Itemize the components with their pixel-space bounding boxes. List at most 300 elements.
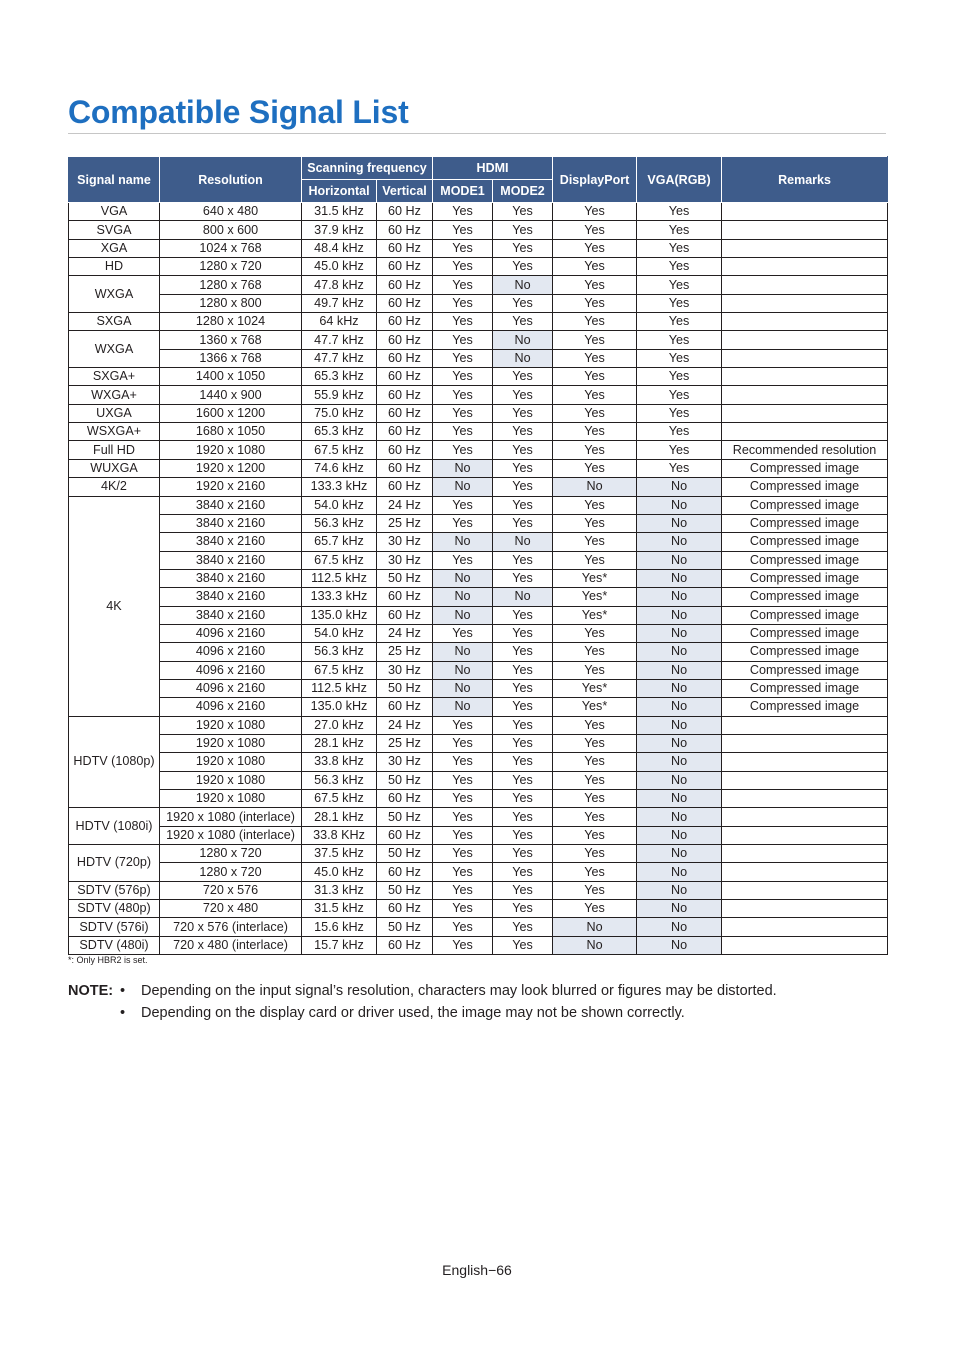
hdmi-mode1-cell: Yes bbox=[433, 294, 493, 312]
horizontal-cell: 64 kHz bbox=[302, 313, 377, 331]
resolution-cell: 1280 x 800 bbox=[160, 294, 302, 312]
remarks-cell bbox=[722, 221, 888, 239]
displayport-cell: Yes bbox=[553, 441, 637, 459]
header-horizontal: Horizontal bbox=[302, 180, 377, 203]
displayport-cell: Yes bbox=[553, 331, 637, 349]
vga-cell: No bbox=[637, 808, 722, 826]
horizontal-cell: 47.8 kHz bbox=[302, 276, 377, 294]
signal-name-cell: WXGA+ bbox=[69, 386, 160, 404]
header-displayport: DisplayPort bbox=[553, 157, 637, 203]
hdmi-mode1-cell: Yes bbox=[433, 349, 493, 367]
signal-name-cell: HDTV (1080p) bbox=[69, 716, 160, 808]
resolution-cell: 4096 x 2160 bbox=[160, 624, 302, 642]
vertical-cell: 60 Hz bbox=[377, 276, 433, 294]
signal-table bbox=[68, 156, 888, 955]
displayport-cell: Yes bbox=[553, 258, 637, 276]
signal-name-cell: HDTV (720p) bbox=[69, 845, 160, 882]
signal-name-cell: SDTV (480i) bbox=[69, 936, 160, 954]
table-row bbox=[69, 790, 888, 808]
horizontal-cell: 48.4 kHz bbox=[302, 239, 377, 257]
resolution-cell: 3840 x 2160 bbox=[160, 533, 302, 551]
displayport-cell: Yes bbox=[553, 551, 637, 569]
vertical-cell: 50 Hz bbox=[377, 771, 433, 789]
hdmi-mode2-cell: Yes bbox=[493, 808, 553, 826]
remarks-cell bbox=[722, 826, 888, 844]
hdmi-mode1-cell: No bbox=[433, 643, 493, 661]
resolution-cell: 1920 x 1080 (interlace) bbox=[160, 808, 302, 826]
remarks-cell bbox=[722, 734, 888, 752]
signal-name-cell: VGA bbox=[69, 203, 160, 221]
vga-cell: Yes bbox=[637, 349, 722, 367]
vga-cell: No bbox=[637, 643, 722, 661]
vga-cell: No bbox=[637, 624, 722, 642]
displayport-cell: Yes bbox=[553, 459, 637, 477]
remarks-cell: Compressed image bbox=[722, 624, 888, 642]
hdmi-mode1-cell: Yes bbox=[433, 331, 493, 349]
displayport-cell: Yes bbox=[553, 826, 637, 844]
table-row bbox=[69, 386, 888, 404]
horizontal-cell: 56.3 kHz bbox=[302, 643, 377, 661]
note-row-2 bbox=[68, 1005, 888, 1027]
vga-cell: Yes bbox=[637, 441, 722, 459]
vga-cell: No bbox=[637, 588, 722, 606]
hdmi-mode1-cell: Yes bbox=[433, 918, 493, 936]
hdmi-mode1-cell: Yes bbox=[433, 386, 493, 404]
hdmi-mode2-cell: No bbox=[493, 331, 553, 349]
vga-cell: No bbox=[637, 845, 722, 863]
remarks-cell: Compressed image bbox=[722, 459, 888, 477]
resolution-cell: 3840 x 2160 bbox=[160, 514, 302, 532]
horizontal-cell: 33.8 kHz bbox=[302, 753, 377, 771]
resolution-cell: 1280 x 720 bbox=[160, 258, 302, 276]
signal-name-cell: 4K bbox=[69, 496, 160, 716]
signal-table-body bbox=[69, 203, 888, 955]
remarks-cell: Compressed image bbox=[722, 606, 888, 624]
hdmi-mode2-cell: No bbox=[493, 588, 553, 606]
resolution-cell: 3840 x 2160 bbox=[160, 606, 302, 624]
signal-name-cell: XGA bbox=[69, 239, 160, 257]
horizontal-cell: 45.0 kHz bbox=[302, 863, 377, 881]
remarks-cell: Compressed image bbox=[722, 661, 888, 679]
hdmi-mode2-cell: Yes bbox=[493, 606, 553, 624]
resolution-cell: 1600 x 1200 bbox=[160, 404, 302, 422]
hdmi-mode2-cell: Yes bbox=[493, 203, 553, 221]
hdmi-mode2-cell: Yes bbox=[493, 771, 553, 789]
footnote: *: Only HBR2 is set. bbox=[68, 955, 148, 965]
vertical-cell: 60 Hz bbox=[377, 386, 433, 404]
hdmi-mode2-cell: Yes bbox=[493, 900, 553, 918]
header-vertical: Vertical bbox=[377, 180, 433, 203]
hdmi-mode1-cell: Yes bbox=[433, 808, 493, 826]
vertical-cell: 60 Hz bbox=[377, 203, 433, 221]
horizontal-cell: 135.0 kHz bbox=[302, 606, 377, 624]
displayport-cell: Yes* bbox=[553, 698, 637, 716]
vertical-cell: 24 Hz bbox=[377, 716, 433, 734]
hdmi-mode2-cell: Yes bbox=[493, 661, 553, 679]
vga-cell: No bbox=[637, 679, 722, 697]
note-text: Depending on the input signal’s resolution, characters may look blurred or figures may be distorted. bbox=[141, 983, 777, 999]
vertical-cell: 60 Hz bbox=[377, 790, 433, 808]
resolution-cell: 1920 x 1080 bbox=[160, 734, 302, 752]
remarks-cell bbox=[722, 258, 888, 276]
horizontal-cell: 47.7 kHz bbox=[302, 331, 377, 349]
vertical-cell: 60 Hz bbox=[377, 606, 433, 624]
resolution-cell: 4096 x 2160 bbox=[160, 679, 302, 697]
horizontal-cell: 37.9 kHz bbox=[302, 221, 377, 239]
signal-name-cell: UXGA bbox=[69, 404, 160, 422]
vertical-cell: 50 Hz bbox=[377, 569, 433, 587]
horizontal-cell: 65.7 kHz bbox=[302, 533, 377, 551]
table-row bbox=[69, 569, 888, 587]
horizontal-cell: 49.7 kHz bbox=[302, 294, 377, 312]
hdmi-mode1-cell: No bbox=[433, 679, 493, 697]
horizontal-cell: 15.7 kHz bbox=[302, 936, 377, 954]
vga-cell: Yes bbox=[637, 294, 722, 312]
remarks-cell bbox=[722, 790, 888, 808]
signal-name-cell: HDTV (1080i) bbox=[69, 808, 160, 845]
vertical-cell: 60 Hz bbox=[377, 221, 433, 239]
vga-cell: No bbox=[637, 606, 722, 624]
horizontal-cell: 31.5 kHz bbox=[302, 203, 377, 221]
displayport-cell: Yes* bbox=[553, 679, 637, 697]
remarks-cell bbox=[722, 368, 888, 386]
horizontal-cell: 33.8 KHz bbox=[302, 826, 377, 844]
vertical-cell: 30 Hz bbox=[377, 753, 433, 771]
horizontal-cell: 65.3 kHz bbox=[302, 423, 377, 441]
resolution-cell: 3840 x 2160 bbox=[160, 551, 302, 569]
horizontal-cell: 47.7 kHz bbox=[302, 349, 377, 367]
vertical-cell: 60 Hz bbox=[377, 349, 433, 367]
hdmi-mode1-cell: No bbox=[433, 661, 493, 679]
horizontal-cell: 55.9 kHz bbox=[302, 386, 377, 404]
horizontal-cell: 67.5 kHz bbox=[302, 790, 377, 808]
hdmi-mode1-cell: Yes bbox=[433, 753, 493, 771]
vga-cell: No bbox=[637, 734, 722, 752]
vga-cell: Yes bbox=[637, 404, 722, 422]
displayport-cell: Yes bbox=[553, 203, 637, 221]
signal-name-cell: SVGA bbox=[69, 221, 160, 239]
vga-cell: No bbox=[637, 551, 722, 569]
vertical-cell: 60 Hz bbox=[377, 588, 433, 606]
table-row bbox=[69, 496, 888, 514]
table-row bbox=[69, 551, 888, 569]
displayport-cell: Yes bbox=[553, 808, 637, 826]
table-row bbox=[69, 643, 888, 661]
vertical-cell: 30 Hz bbox=[377, 661, 433, 679]
hdmi-mode2-cell: No bbox=[493, 533, 553, 551]
hdmi-mode1-cell: Yes bbox=[433, 276, 493, 294]
table-row bbox=[69, 679, 888, 697]
hdmi-mode1-cell: No bbox=[433, 569, 493, 587]
page-number: English−66 bbox=[442, 1262, 512, 1278]
signal-name-cell: SDTV (576i) bbox=[69, 918, 160, 936]
vga-cell: No bbox=[637, 661, 722, 679]
displayport-cell: Yes bbox=[553, 368, 637, 386]
table-row bbox=[69, 221, 888, 239]
table-row bbox=[69, 258, 888, 276]
remarks-cell bbox=[722, 845, 888, 863]
table-row bbox=[69, 918, 888, 936]
vga-cell: Yes bbox=[637, 459, 722, 477]
horizontal-cell: 54.0 kHz bbox=[302, 624, 377, 642]
hdmi-mode2-cell: Yes bbox=[493, 423, 553, 441]
signal-name-cell: WSXGA+ bbox=[69, 423, 160, 441]
displayport-cell: Yes bbox=[553, 533, 637, 551]
remarks-cell bbox=[722, 863, 888, 881]
table-row bbox=[69, 753, 888, 771]
table-row bbox=[69, 845, 888, 863]
hdmi-mode2-cell: Yes bbox=[493, 404, 553, 422]
hdmi-mode2-cell: Yes bbox=[493, 239, 553, 257]
remarks-cell bbox=[722, 404, 888, 422]
hdmi-mode2-cell: Yes bbox=[493, 826, 553, 844]
vertical-cell: 60 Hz bbox=[377, 404, 433, 422]
table-row bbox=[69, 606, 888, 624]
hdmi-mode1-cell: Yes bbox=[433, 863, 493, 881]
horizontal-cell: 45.0 kHz bbox=[302, 258, 377, 276]
hdmi-mode2-cell: Yes bbox=[493, 716, 553, 734]
vertical-cell: 60 Hz bbox=[377, 459, 433, 477]
displayport-cell: Yes bbox=[553, 349, 637, 367]
hdmi-mode2-cell: Yes bbox=[493, 679, 553, 697]
resolution-cell: 720 x 576 bbox=[160, 881, 302, 899]
horizontal-cell: 67.5 kHz bbox=[302, 441, 377, 459]
hdmi-mode1-cell: No bbox=[433, 459, 493, 477]
displayport-cell: Yes bbox=[553, 845, 637, 863]
vga-cell: No bbox=[637, 478, 722, 496]
signal-name-cell: SDTV (576p) bbox=[69, 881, 160, 899]
table-row bbox=[69, 716, 888, 734]
displayport-cell: Yes bbox=[553, 276, 637, 294]
vertical-cell: 24 Hz bbox=[377, 496, 433, 514]
resolution-cell: 1680 x 1050 bbox=[160, 423, 302, 441]
vertical-cell: 50 Hz bbox=[377, 845, 433, 863]
displayport-cell: Yes bbox=[553, 624, 637, 642]
displayport-cell: Yes bbox=[553, 900, 637, 918]
hdmi-mode1-cell: No bbox=[433, 533, 493, 551]
hdmi-mode1-cell: Yes bbox=[433, 845, 493, 863]
vertical-cell: 60 Hz bbox=[377, 239, 433, 257]
remarks-cell bbox=[722, 313, 888, 331]
displayport-cell: Yes bbox=[553, 404, 637, 422]
remarks-cell: Compressed image bbox=[722, 496, 888, 514]
table-row bbox=[69, 826, 888, 844]
hdmi-mode1-cell: No bbox=[433, 478, 493, 496]
remarks-cell: Compressed image bbox=[722, 643, 888, 661]
hdmi-mode2-cell: Yes bbox=[493, 790, 553, 808]
vertical-cell: 60 Hz bbox=[377, 478, 433, 496]
signal-name-cell: SXGA bbox=[69, 313, 160, 331]
hdmi-mode2-cell: Yes bbox=[493, 258, 553, 276]
hdmi-mode2-cell: Yes bbox=[493, 441, 553, 459]
remarks-cell bbox=[722, 203, 888, 221]
displayport-cell: Yes bbox=[553, 734, 637, 752]
horizontal-cell: 65.3 kHz bbox=[302, 368, 377, 386]
vga-cell: Yes bbox=[637, 258, 722, 276]
horizontal-cell: 75.0 kHz bbox=[302, 404, 377, 422]
header-vga: VGA(RGB) bbox=[637, 157, 722, 203]
table-row bbox=[69, 900, 888, 918]
remarks-cell: Compressed image bbox=[722, 533, 888, 551]
remarks-cell bbox=[722, 386, 888, 404]
header-hdmi: HDMI bbox=[433, 157, 553, 180]
vertical-cell: 60 Hz bbox=[377, 826, 433, 844]
resolution-cell: 1280 x 768 bbox=[160, 276, 302, 294]
vga-cell: No bbox=[637, 881, 722, 899]
remarks-cell bbox=[722, 349, 888, 367]
vga-cell: No bbox=[637, 569, 722, 587]
hdmi-mode1-cell: No bbox=[433, 698, 493, 716]
table-row bbox=[69, 276, 888, 294]
vertical-cell: 60 Hz bbox=[377, 294, 433, 312]
hdmi-mode2-cell: Yes bbox=[493, 221, 553, 239]
horizontal-cell: 37.5 kHz bbox=[302, 845, 377, 863]
table-row bbox=[69, 863, 888, 881]
hdmi-mode1-cell: Yes bbox=[433, 368, 493, 386]
horizontal-cell: 27.0 kHz bbox=[302, 716, 377, 734]
remarks-cell: Compressed image bbox=[722, 551, 888, 569]
displayport-cell: Yes bbox=[553, 313, 637, 331]
remarks-cell: Recommended resolution bbox=[722, 441, 888, 459]
vga-cell: Yes bbox=[637, 386, 722, 404]
resolution-cell: 4096 x 2160 bbox=[160, 661, 302, 679]
header-remarks: Remarks bbox=[722, 157, 888, 203]
table-row bbox=[69, 294, 888, 312]
vga-cell: Yes bbox=[637, 368, 722, 386]
hdmi-mode2-cell: Yes bbox=[493, 643, 553, 661]
header-resolution: Resolution bbox=[160, 157, 302, 203]
resolution-cell: 1920 x 1080 (interlace) bbox=[160, 826, 302, 844]
note-label: NOTE: bbox=[68, 983, 114, 999]
hdmi-mode2-cell: Yes bbox=[493, 936, 553, 954]
vga-cell: No bbox=[637, 753, 722, 771]
hdmi-mode1-cell: Yes bbox=[433, 313, 493, 331]
vertical-cell: 60 Hz bbox=[377, 900, 433, 918]
vga-cell: No bbox=[637, 863, 722, 881]
title-rule bbox=[68, 133, 886, 134]
remarks-cell bbox=[722, 918, 888, 936]
remarks-cell: Compressed image bbox=[722, 588, 888, 606]
resolution-cell: 3840 x 2160 bbox=[160, 496, 302, 514]
resolution-cell: 1366 x 768 bbox=[160, 349, 302, 367]
vertical-cell: 60 Hz bbox=[377, 331, 433, 349]
signal-name-cell: Full HD bbox=[69, 441, 160, 459]
hdmi-mode2-cell: Yes bbox=[493, 918, 553, 936]
horizontal-cell: 74.6 kHz bbox=[302, 459, 377, 477]
vga-cell: No bbox=[637, 698, 722, 716]
horizontal-cell: 67.5 kHz bbox=[302, 551, 377, 569]
note-text: Depending on the display card or driver used, the image may not be shown correctly. bbox=[141, 1005, 685, 1021]
remarks-cell bbox=[722, 276, 888, 294]
hdmi-mode2-cell: Yes bbox=[493, 734, 553, 752]
hdmi-mode1-cell: No bbox=[433, 588, 493, 606]
vertical-cell: 25 Hz bbox=[377, 514, 433, 532]
hdmi-mode1-cell: Yes bbox=[433, 624, 493, 642]
vertical-cell: 50 Hz bbox=[377, 918, 433, 936]
remarks-cell: Compressed image bbox=[722, 569, 888, 587]
vga-cell: No bbox=[637, 826, 722, 844]
resolution-cell: 1440 x 900 bbox=[160, 386, 302, 404]
signal-name-cell: HD bbox=[69, 258, 160, 276]
table-row bbox=[69, 808, 888, 826]
hdmi-mode1-cell: Yes bbox=[433, 423, 493, 441]
table-row bbox=[69, 698, 888, 716]
hdmi-mode1-cell: Yes bbox=[433, 496, 493, 514]
hdmi-mode1-cell: Yes bbox=[433, 551, 493, 569]
vertical-cell: 60 Hz bbox=[377, 368, 433, 386]
horizontal-cell: 15.6 kHz bbox=[302, 918, 377, 936]
remarks-cell: Compressed image bbox=[722, 514, 888, 532]
signal-name-cell: WXGA bbox=[69, 276, 160, 313]
signal-name-cell: WXGA bbox=[69, 331, 160, 368]
vertical-cell: 50 Hz bbox=[377, 881, 433, 899]
vga-cell: No bbox=[637, 771, 722, 789]
note-bullet: • bbox=[120, 983, 126, 999]
vertical-cell: 60 Hz bbox=[377, 698, 433, 716]
remarks-cell bbox=[722, 881, 888, 899]
resolution-cell: 1400 x 1050 bbox=[160, 368, 302, 386]
table-row bbox=[69, 881, 888, 899]
vga-cell: Yes bbox=[637, 313, 722, 331]
header-mode2: MODE2 bbox=[493, 180, 553, 203]
note-row-1 bbox=[68, 983, 888, 1005]
hdmi-mode2-cell: Yes bbox=[493, 881, 553, 899]
displayport-cell: Yes bbox=[553, 863, 637, 881]
vertical-cell: 30 Hz bbox=[377, 551, 433, 569]
remarks-cell bbox=[722, 423, 888, 441]
table-row bbox=[69, 404, 888, 422]
remarks-cell bbox=[722, 331, 888, 349]
hdmi-mode2-cell: No bbox=[493, 276, 553, 294]
header-mode1: MODE1 bbox=[433, 180, 493, 203]
vga-cell: Yes bbox=[637, 221, 722, 239]
resolution-cell: 1920 x 1200 bbox=[160, 459, 302, 477]
table-row bbox=[69, 313, 888, 331]
remarks-cell bbox=[722, 771, 888, 789]
vertical-cell: 60 Hz bbox=[377, 936, 433, 954]
hdmi-mode2-cell: Yes bbox=[493, 386, 553, 404]
horizontal-cell: 133.3 kHz bbox=[302, 588, 377, 606]
hdmi-mode2-cell: Yes bbox=[493, 624, 553, 642]
hdmi-mode1-cell: Yes bbox=[433, 936, 493, 954]
resolution-cell: 1280 x 720 bbox=[160, 845, 302, 863]
hdmi-mode2-cell: Yes bbox=[493, 569, 553, 587]
hdmi-mode1-cell: Yes bbox=[433, 404, 493, 422]
hdmi-mode2-cell: Yes bbox=[493, 863, 553, 881]
remarks-cell bbox=[722, 716, 888, 734]
vga-cell: Yes bbox=[637, 276, 722, 294]
table-row bbox=[69, 368, 888, 386]
displayport-cell: Yes* bbox=[553, 569, 637, 587]
remarks-cell bbox=[722, 936, 888, 954]
hdmi-mode2-cell: Yes bbox=[493, 551, 553, 569]
resolution-cell: 640 x 480 bbox=[160, 203, 302, 221]
horizontal-cell: 31.3 kHz bbox=[302, 881, 377, 899]
horizontal-cell: 56.3 kHz bbox=[302, 771, 377, 789]
hdmi-mode1-cell: Yes bbox=[433, 900, 493, 918]
horizontal-cell: 133.3 kHz bbox=[302, 478, 377, 496]
hdmi-mode2-cell: Yes bbox=[493, 368, 553, 386]
hdmi-mode1-cell: Yes bbox=[433, 441, 493, 459]
signal-name-cell: 4K/2 bbox=[69, 478, 160, 496]
vertical-cell: 25 Hz bbox=[377, 734, 433, 752]
table-row bbox=[69, 459, 888, 477]
hdmi-mode1-cell: Yes bbox=[433, 826, 493, 844]
displayport-cell: Yes bbox=[553, 753, 637, 771]
vertical-cell: 60 Hz bbox=[377, 313, 433, 331]
resolution-cell: 720 x 576 (interlace) bbox=[160, 918, 302, 936]
resolution-cell: 1360 x 768 bbox=[160, 331, 302, 349]
